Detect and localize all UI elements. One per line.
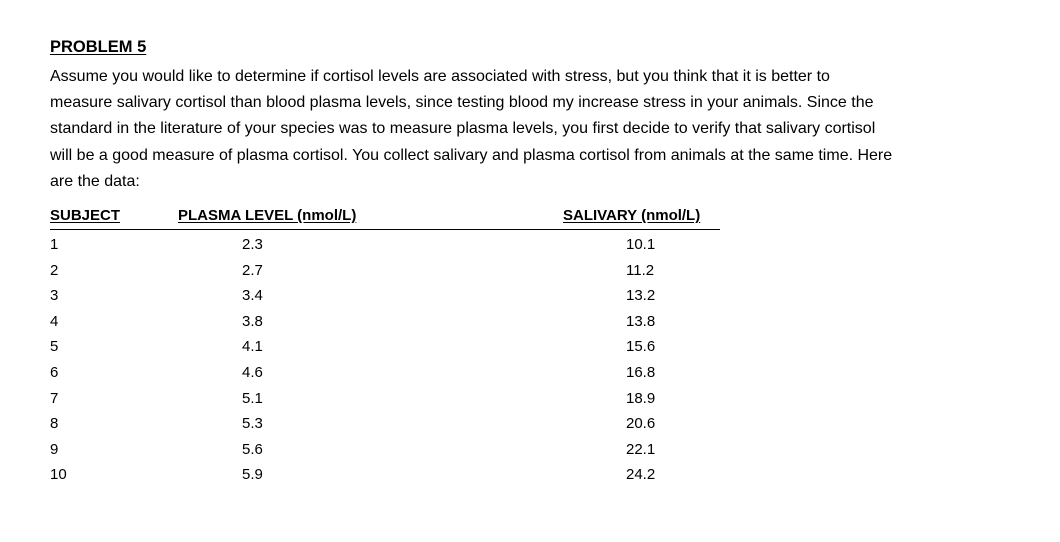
subject-cell: 9 [50, 440, 59, 458]
paragraph-line: are the data: [50, 172, 140, 190]
paragraph-line: measure salivary cortisol than blood plasma levels, since testing blood my increase stress in your animals. Since the [50, 94, 874, 112]
salivary-cell: 15.6 [626, 338, 656, 356]
subject-cell: 5 [50, 338, 59, 356]
plasma-cell: 5.9 [242, 466, 263, 484]
problem-title: PROBLEM 5 [50, 38, 147, 56]
paragraph-line: Assume you would like to determine if cortisol levels are associated with stress, but you think that it is better to [50, 68, 830, 85]
salivary-cell: 20.6 [626, 415, 656, 433]
plasma-column-header: PLASMA LEVEL (nmol/L) [178, 207, 357, 224]
plasma-cell: 5.1 [242, 389, 263, 407]
salivary-cell: 16.8 [626, 364, 656, 381]
subject-cell: 6 [50, 364, 59, 381]
subject-cell: 1 [50, 236, 59, 253]
subject-cell: 4 [50, 312, 59, 330]
subject-cell: 3 [50, 287, 59, 305]
plasma-cell: 4.6 [242, 364, 263, 381]
salivary-cell: 10.1 [626, 236, 656, 253]
plasma-cell: 3.8 [242, 312, 263, 330]
table-header-rule [50, 229, 720, 230]
salivary-column-header: SALIVARY (nmol/L) [563, 207, 701, 224]
paragraph-line: standard in the literature of your species was to measure plasma levels, you first decide to verify that salivary cortisol [50, 120, 876, 138]
plasma-cell: 5.3 [242, 415, 263, 433]
problem-paragraph [50, 64, 1020, 195]
salivary-cell: 18.9 [626, 389, 656, 407]
subject-column-header: SUBJECT [50, 207, 121, 224]
salivary-cell: 11.2 [626, 261, 655, 279]
subject-cell: 2 [50, 261, 59, 279]
salivary-cell: 13.2 [626, 287, 656, 305]
subject-cell: 8 [50, 415, 59, 433]
plasma-cell: 2.3 [242, 236, 263, 253]
salivary-cell: 13.8 [626, 312, 656, 330]
salivary-cell: 22.1 [626, 440, 656, 458]
plasma-cell: 3.4 [242, 287, 263, 305]
plasma-cell: 5.6 [242, 440, 263, 458]
plasma-cell: 4.1 [242, 338, 263, 356]
paragraph-line: will be a good measure of plasma cortisol. You collect salivary and plasma cortisol from animals at the same time. Here [50, 146, 893, 164]
subject-cell: 7 [50, 389, 59, 407]
salivary-cell: 24.2 [626, 466, 656, 484]
subject-cell: 10 [50, 466, 67, 484]
plasma-cell: 2.7 [242, 261, 263, 279]
